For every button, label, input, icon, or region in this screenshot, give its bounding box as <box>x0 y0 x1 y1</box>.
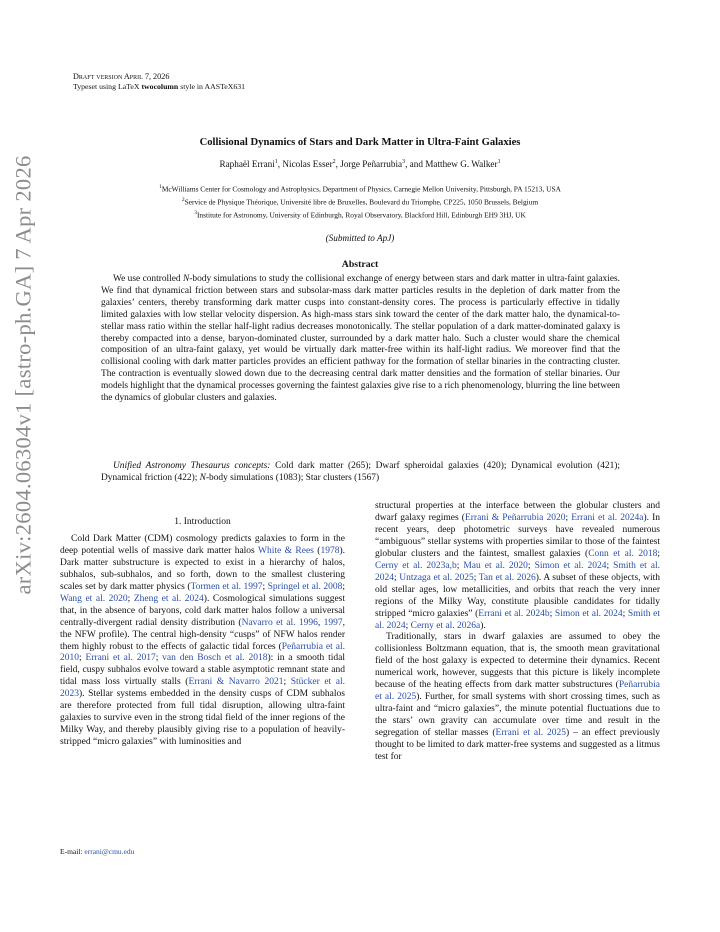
corresponding-email: E-mail: errani@cmu.edu <box>60 847 135 856</box>
affiliation: $^1$McWilliams Center for Cosmology and Astrophysics, Department of Physics, Carnegie Mellon University, Pittsburgh, PA 15213, USA <box>159 184 561 194</box>
paper-title: Collisional Dynamics of Stars and Dark Matter in Ultra-Faint Galaxies <box>199 137 521 148</box>
citation-link[interactable]: Stücker et al. 2023 <box>60 677 346 700</box>
citation-link[interactable]: 1997 <box>323 617 343 628</box>
uat-list: Cold dark matter (265); Dwarf spheroidal galaxies (420); Dynamical evolution (421); Dynamical friction (422); N-body simulations (1083); Star clusters (1567) <box>101 461 621 483</box>
author-list: Raphaël Errani$^1$, Nicolas Esser$^2$, Jorge Peñarrubia$^3$, and Matthew G. Walker$^1$ <box>219 159 501 170</box>
preamble <box>73 72 245 91</box>
citation-link[interactable]: Smith et al. 2024 <box>375 560 660 583</box>
class-name: twocolumn <box>141 81 179 91</box>
citation-link[interactable]: Cerny et al. 2026a <box>410 620 481 631</box>
email-link[interactable]: errani@cmu.edu <box>84 847 135 856</box>
arxiv-identifier: arXiv:2604.06304v1 [astro-ph.GA] 7 Apr 2026 <box>11 155 36 595</box>
citation-link[interactable]: Simon et al. 2024 <box>554 608 623 619</box>
intro-paragraph-2: Traditionally, stars in dwarf galaxies are assumed to obey the collisionless Boltzmann equation, that is, the smooth mean gravitational field of the host galaxy is expected to determine their dynamics. Recent numerical work, however, suggests that this picture is likely incomplete because of the heating effects from dark matter substructures (Peñarrubia et al. 2025). Further, for small systems with short crossing times, such as ultra-faint and “micro galaxies”, the minute potential fluctuations due to the stars’ own gravity can accumulate over time and result in the segregation of stellar masses (Errani et al. 2025) – an effect previously thought to be limited to dark matter-free systems and suggested as a litmus test for <box>375 632 661 763</box>
citation-link[interactable]: White & Rees <box>258 545 314 556</box>
citation-link[interactable]: Errani & Peñarrubia 2020 <box>464 512 566 523</box>
citation-link[interactable]: Navarro et al. 1996 <box>241 617 318 628</box>
citation-link[interactable]: Wang et al. 2020 <box>60 593 128 604</box>
affiliation: $^3$Institute for Astronomy, University of Edinburgh, Royal Observatory, Blackford Hill, Edinburgh EH9 3HJ, UK <box>194 209 526 220</box>
affiliation-marker: 2 <box>332 159 336 165</box>
affiliation-marker: 3 <box>402 159 406 165</box>
abstract-heading: Abstract <box>341 259 379 270</box>
arxiv-identifier-stamp <box>2 80 46 670</box>
citation-link[interactable]: Peñarrubia et al. 2010 <box>60 641 345 664</box>
affiliation-list <box>60 182 660 221</box>
intro-paragraph-1: Cold Dark Matter (CDM) cosmology predicts galaxies to form in the deep potential wells of massive dark matter halos White & Rees (1978). Dark matter substructure is expected to exist in a hierarchy of halos, subhalos, sub-subhalos, and so forth, down to the smallest clustering scales set by dark matter physics (Tormen et al. 1997; Springel et al. 2008; Wang et al. 2020; Zheng et al. 2024). Cosmological simulations suggest that, in the absence of baryons, cold dark matter halos follow a universal centrally-divergent radial density distribution (Navarro et al. 1996, 1997, the NFW profile). The central high-density “cusps” of NFW halos render them highly robust to the effects of galactic tidal forces (Peñarrubia et al. 2010; Errani et al. 2017; van den Bosch et al. 2018): in a smooth tidal field, cuspy subhalos evolve toward a stable asymptotic remnant state and tidal mass loss virtually stalls (Errani & Navarro 2021; Stücker et al. 2023). Stellar systems embedded in the density cusps of CDM subhalos are therefore protected from full tidal disruption, allowing ultra-faint galaxies to survive even in the strong tidal field of the inner regions of the Milky Way, and thereby plausibly giving rise to a population of heavily-stripped “micro galaxies” with luminosities and <box>60 533 346 748</box>
author-name: Nicolas Esser <box>280 159 333 170</box>
intro-paragraph-1-continued: structural properties at the interface between the globular clusters and dwarf galaxy regimes (Errani & Peñarrubia 2020; Errani et al. 2024a). In recent years, deep photometric surveys have revealed numerous “ambiguous” stellar systems with properties similar to those of the faintest globular clusters and the faintest, smallest galaxies (Conn et al. 2018; Cerny et al. 2023a,b; Mau et al. 2020; Simon et al. 2024; Smith et al. 2024; Untzaga et al. 2025; Tan et al. 2026). A subset of these objects, with old stellar ages, low metallicities, and orbits that reach the very inner regions of the Milky Way, constitute plausible candidates for tidally stripped “micro galaxies” (Errani et al. 2024b; Simon et al. 2024; Smith et al. 2024; Cerny et al. 2026a). <box>375 501 661 631</box>
citation-link[interactable]: Tormen et al. 1997 <box>190 581 263 592</box>
submission-note: (Submitted to ApJ) <box>325 233 395 243</box>
affiliation: $^2$Service de Physique Théorique, Université libre de Bruxelles, Boulevard du Triomphe, CP225, 1050 Brussels, Belgium <box>181 196 539 207</box>
affiliation-marker: 1 <box>497 159 501 165</box>
left-column <box>60 517 345 749</box>
citation-link[interactable]: Conn et al. 2018 <box>588 548 658 559</box>
citation-link[interactable]: Mau et al. 2020 <box>463 560 528 571</box>
citation-link[interactable]: 1978 <box>320 545 340 556</box>
citation-link[interactable]: Errani et al. 2025 <box>495 728 567 739</box>
citation-link[interactable]: Peñarrubia et al. 2025 <box>375 680 660 703</box>
citation-link[interactable]: Errani et al. 2024a <box>571 512 644 523</box>
section-heading-introduction: 1. Introduction <box>174 517 231 527</box>
citation-link[interactable]: Errani et al. 2024b <box>478 608 550 619</box>
citation-link[interactable]: Smith et al. 2024 <box>375 608 661 631</box>
citation-link[interactable]: Errani et al. 2017 <box>85 653 156 664</box>
author-name: Raphaël Errani <box>219 159 275 170</box>
citation-link[interactable]: Springel et al. 2008 <box>267 581 343 592</box>
author-name: Jorge Peñarrubia <box>337 159 403 170</box>
right-column <box>375 501 660 764</box>
uat-concepts <box>101 461 620 485</box>
citation-link[interactable]: van den Bosch et al. 2018 <box>162 653 268 664</box>
citation-link[interactable]: Zheng et al. 2024 <box>133 593 204 604</box>
citation-link[interactable]: Simon et al. 2024 <box>534 560 607 571</box>
abstract-body: We use controlled N-body simulations to study the collisional exchange of energy between stars and dark matter in ultra-faint galaxies. We find that dynamical friction between stars and subsolar-mass dark matter particles results in the depletion of dark matter from the galaxies’ centers, thereby transforming dark matter cusps into constant-density cores. The process is particularly effective in tidally limited galaxies with low stellar velocity dispersion. As high-mass stars sink toward the center of the dark matter halo, the dynamical-to-stellar mass ratio within the stellar half-light radius decreases monotonically. The stellar population of a dark matter-dominated galaxy is thereby compacted into a dense, baryon-dominated cluster, surrounded by a dark matter halo. Such a cluster would share the chemical composition of an ultra-faint galaxy, yet would be virtually dark matter-free within its half-light radius. We moreover find that the collisional cooling with dark matter particles provides an efficient pathway for the formation of stellar binaries in the contracting cluster. The contraction is eventually slowed down due to the decreasing central dark matter densities and the formation of stellar binaries. Our models highlight that the dynamical processes governing the faintest galaxies give rise to a rich phenomenology, blurring the line between the dynamics of globular clusters and galaxies. <box>101 274 620 404</box>
uat-label: Unified Astronomy Thesaurus concepts: <box>113 461 271 471</box>
affiliation-marker: 1 <box>274 159 278 165</box>
latex-logo: LaTeX <box>117 81 140 91</box>
draft-version-line: Draft version April 7, 2026 <box>73 72 170 81</box>
citation-link[interactable]: Cerny et al. 2023a,b <box>375 560 457 571</box>
citation-link[interactable]: Errani & Navarro 2021 <box>188 677 284 688</box>
citation-link[interactable]: Untzaga et al. 2025 <box>399 572 474 583</box>
author-name: and Matthew G. Walker <box>407 159 498 170</box>
citation-link[interactable]: Tan et al. 2026 <box>478 572 536 583</box>
typeset-line: Typeset using LaTeX twocolumn style in AASTeX631 <box>73 81 246 91</box>
